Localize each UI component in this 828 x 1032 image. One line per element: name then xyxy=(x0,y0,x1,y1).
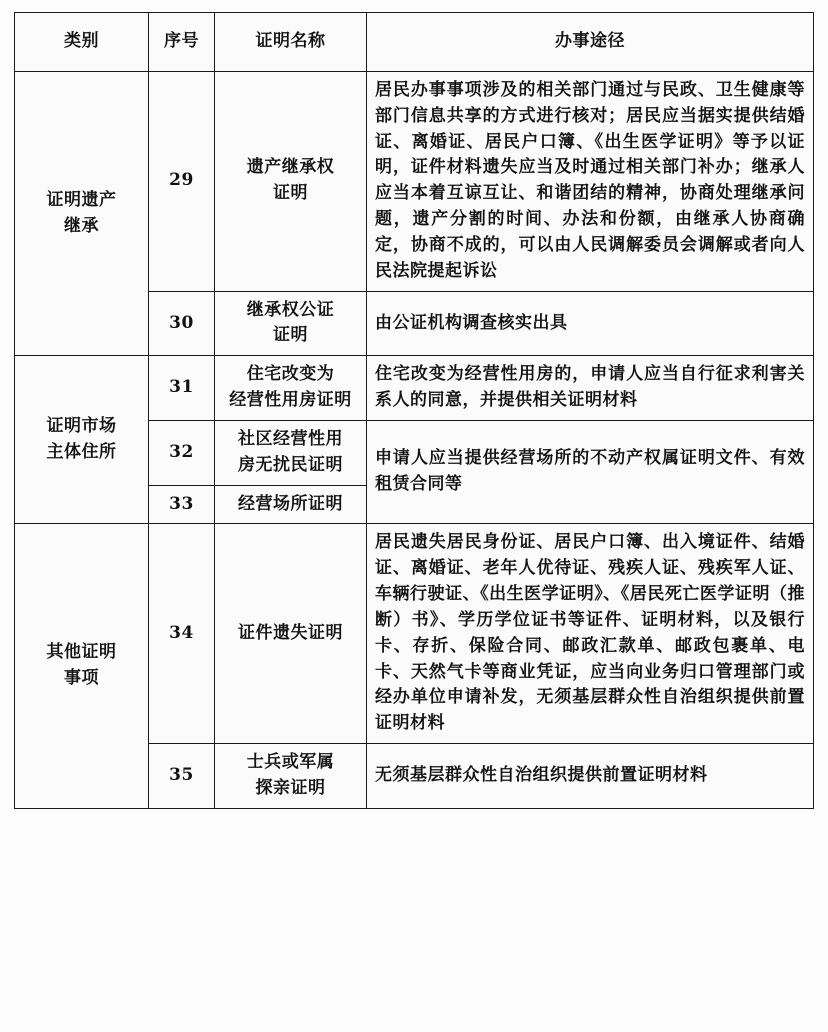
handling-path: 住宅改变为经营性用房的，申请人应当自行征求利害关系人的同意，并提供相关证明材料 xyxy=(367,356,814,421)
column-header-category: 类别 xyxy=(15,13,149,72)
table-body xyxy=(15,72,814,809)
certificate-name: 士兵或军属 探亲证明 xyxy=(215,744,367,809)
table-row xyxy=(15,524,814,744)
category-cell: 其他证明 事项 xyxy=(15,524,149,808)
certification-items-table xyxy=(14,12,814,809)
category-cell: 证明遗产 继承 xyxy=(15,72,149,356)
row-number: 35 xyxy=(149,744,215,809)
column-header-number: 序号 xyxy=(149,13,215,72)
handling-path: 无须基层群众性自治组织提供前置证明材料 xyxy=(367,744,814,809)
handling-path: 由公证机构调查核实出具 xyxy=(367,291,814,356)
category-cell: 证明市场 主体住所 xyxy=(15,356,149,524)
row-number: 31 xyxy=(149,356,215,421)
row-number: 34 xyxy=(149,524,215,744)
certificate-name: 经营场所证明 xyxy=(215,485,367,524)
row-number: 33 xyxy=(149,485,215,524)
handling-path: 居民办事事项涉及的相关部门通过与民政、卫生健康等部门信息共享的方式进行核对；居民应当据实提供结婚证、离婚证、居民户口簿、《出生医学证明》等予以证明，证件材料遗失应当及时通过相关部门补办；继承人应当本着互谅互让、和谐团结的精神，协商处理继承问题，遗产分割的时间、办法和份额，由继承人协商确定，协商不成的，可以由人民调解委员会调解或者向人民法院提起诉讼 xyxy=(367,72,814,292)
handling-path: 居民遗失居民身份证、居民户口簿、出入境证件、结婚证、离婚证、老年人优待证、残疾人证、残疾军人证、车辆行驶证、《出生医学证明》、《居民死亡医学证明（推断）书》、学历学位证书等证件、证明材料，以及银行卡、存折、保险合同、邮政汇款单、邮政包裹单、电卡、天然气卡等商业凭证，应当向业务归口管理部门或经办单位申请补发，无须基层群众性自治组织提供前置证明材料 xyxy=(367,524,814,744)
row-number: 32 xyxy=(149,420,215,485)
certificate-name: 遗产继承权 证明 xyxy=(215,72,367,292)
certificate-name: 证件遗失证明 xyxy=(215,524,367,744)
row-number: 29 xyxy=(149,72,215,292)
row-number: 30 xyxy=(149,291,215,356)
certificate-name: 继承权公证 证明 xyxy=(215,291,367,356)
certificate-name: 社区经营性用 房无扰民证明 xyxy=(215,420,367,485)
handling-path: 申请人应当提供经营场所的不动产权属证明文件、有效租赁合同等 xyxy=(367,420,814,523)
column-header-name: 证明名称 xyxy=(215,13,367,72)
column-header-path: 办事途径 xyxy=(367,13,814,72)
table-header xyxy=(15,13,814,72)
certificate-name: 住宅改变为 经营性用房证明 xyxy=(215,356,367,421)
table-row xyxy=(15,356,814,421)
table-row xyxy=(15,72,814,292)
table-header-row xyxy=(15,13,814,72)
